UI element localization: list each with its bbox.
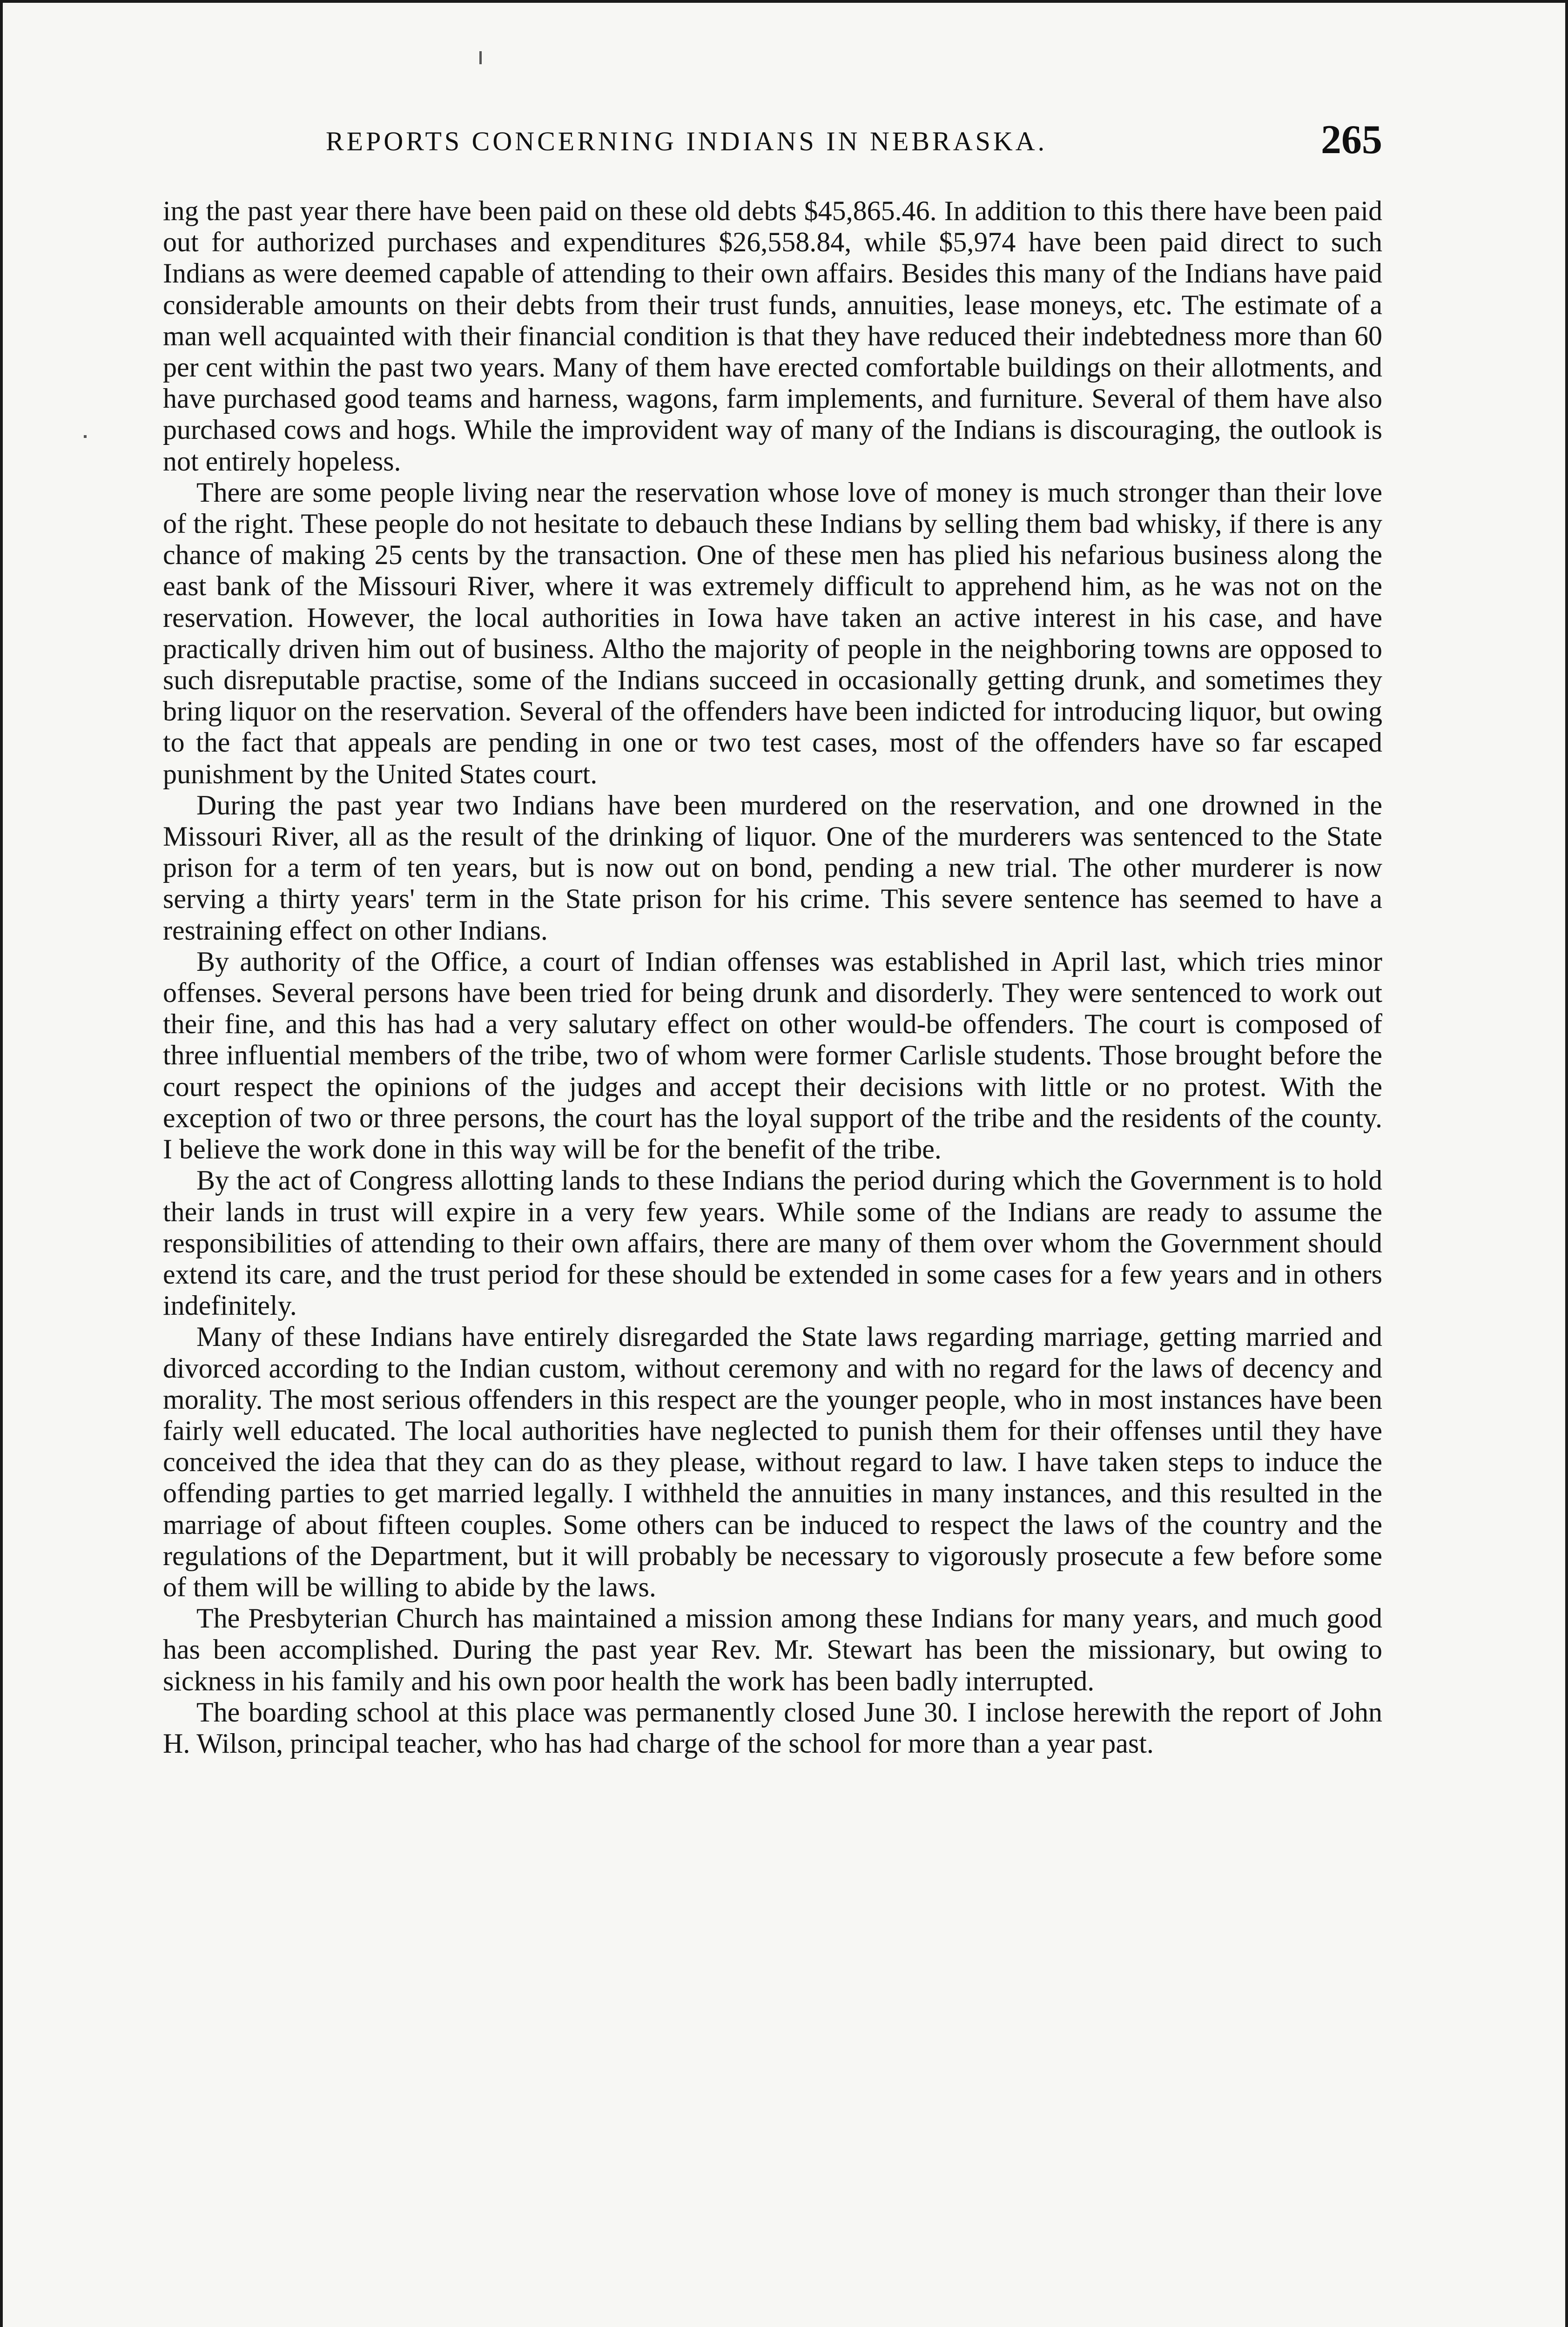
scan-speck <box>479 51 482 64</box>
paragraph: By the act of Congress allotting lands to these Indians the period during which the Government is to hold their lands in trust will expire in a very few years. While some of the Indians are ready to assume the responsibilities of attending to their own affairs, there are many of them over whom the Government should extend its care, and the trust period for these should be extended in some cases for a few years and in others indefinitely. <box>163 1165 1382 1321</box>
paragraph: By authority of the Office, a court of Indian offenses was established in April last, which tries minor offenses. Several persons have been tried for being drunk and disorderly. They were sentenced to work out their fine, and this has had a very salutary effect on other would-be offenders. The court is composed of three influential members of the tribe, two of whom were former Carlisle students. Those brought before the court respect the opinions of the judges and accept their decisions with little or no protest. With the exception of two or three persons, the court has the loyal support of the tribe and the residents of the county. I believe the work done in this way will be for the benefit of the tribe. <box>163 946 1382 1165</box>
page-number: 265 <box>1321 117 1382 162</box>
paragraph: ing the past year there have been paid on these old debts $45,865.46. In addition to this there have been paid out for authorized purchases and expenditures $26,558.84, while $5,974 have been paid direct to such Indians as were deemed capable of attending to their own affairs. Besides this many of the Indians have paid considerable amounts on their debts from their trust funds, annuities, lease moneys, etc. The estimate of a man well acquainted with their financial condition is that they have reduced their indebtedness more than 60 per cent within the past two years. Many of them have erected comfortable buildings on their allotments, and have purchased good teams and harness, wagons, farm implements, and furniture. Several of them have also purchased cows and hogs. While the improvident way of many of the Indians is discouraging, the outlook is not entirely hopeless. <box>163 195 1382 477</box>
paragraph: The boarding school at this place was permanently closed June 30. I inclose herewith the report of John H. Wilson, principal teacher, who has had charge of the school for more than a year past. <box>163 1696 1382 1759</box>
paragraph: During the past year two Indians have been murdered on the reservation, and one drowned in the Missouri River, all as the result of the drinking of liquor. One of the murderers was sentenced to the State prison for a term of ten years, but is now out on bond, pending a new trial. The other murderer is now serving a thirty years' term in the State prison for his crime. This severe sentence has seemed to have a restraining effect on other Indians. <box>163 789 1382 946</box>
scan-speck <box>84 435 87 438</box>
paragraph: Many of these Indians have entirely disregarded the State laws regarding marriage, getting married and divorced according to the Indian custom, without ceremony and with no regard for the laws of decency and morality. The most serious offenders in this respect are the younger people, who in most instances have been fairly well educated. The local authorities have neglected to punish them for their offenses until they have conceived the idea that they can do as they please, without regard to law. I have taken steps to induce the offending parties to get married legally. I withheld the annuities in many instances, and this resulted in the marriage of about fifteen couples. Some others can be induced to respect the laws of the country and the regulations of the Department, but it will probably be necessary to vigorously prosecute a few before some of them will be willing to abide by the laws. <box>163 1321 1382 1602</box>
paragraph: The Presbyterian Church has maintained a mission among these Indians for many years, and much good has been accomplished. During the past year Rev. Mr. Stewart has been the missionary, but owing to sickness in his family and his own poor health the work has been badly interrupted. <box>163 1603 1382 1696</box>
paragraph: There are some people living near the reservation whose love of money is much stronger than their love of the right. These people do not hesitate to debauch these Indians by selling them bad whisky, if there is any chance of making 25 cents by the transaction. One of these men has plied his nefarious business along the east bank of the Missouri River, where it was extremely difficult to apprehend him, as he was not on the reservation. However, the local authorities in Iowa have taken an active interest in his case, and have practically driven him out of business. Altho the majority of people in the neighboring towns are opposed to such disreputable practise, some of the Indians succeed in occasionally getting drunk, and sometimes they bring liquor on the reservation. Several of the offenders have been indicted for introducing liquor, but owing to the fact that appeals are pending in one or two test cases, most of the offenders have so far escaped punishment by the United States court. <box>163 477 1382 789</box>
running-head: REPORTS CONCERNING INDIANS IN NEBRASKA. <box>326 126 1048 156</box>
body-text <box>163 195 1382 1759</box>
page-header <box>326 116 1382 177</box>
